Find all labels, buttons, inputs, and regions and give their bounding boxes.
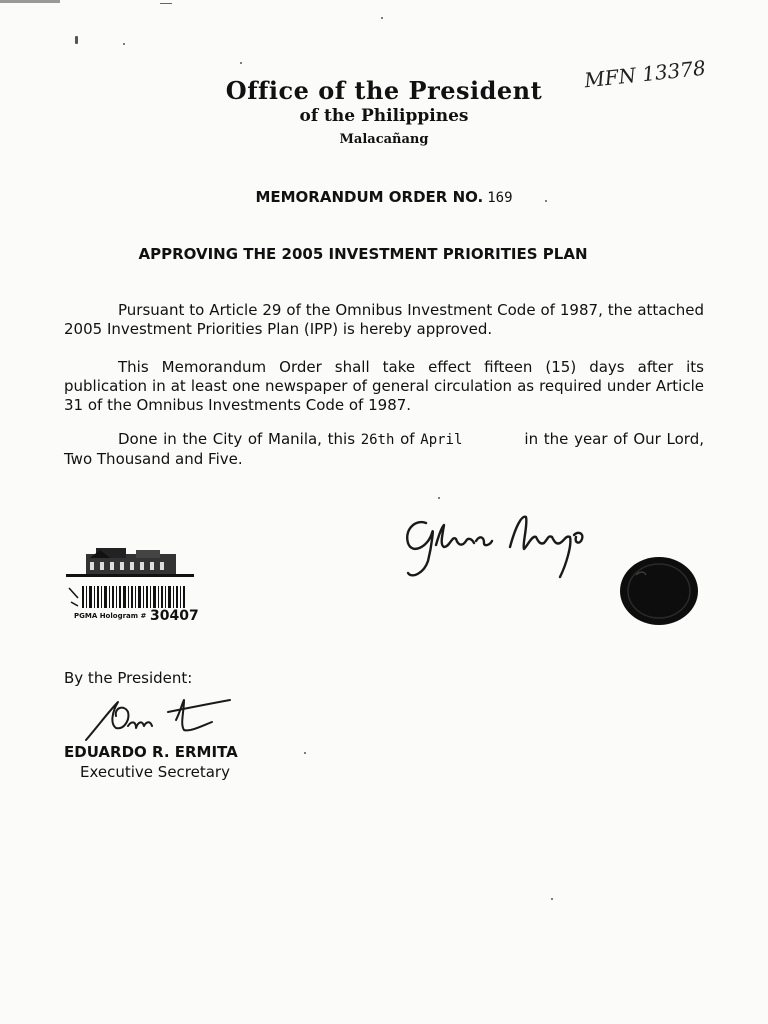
done-suffix: in the year of Our Lord, Two Thousand and Five. [64, 430, 704, 468]
done-day: 26th [360, 432, 395, 448]
letterhead-country: of the Philippines [299, 106, 469, 126]
scan-speck [123, 43, 125, 45]
letterhead-palace: Malacañang [339, 132, 429, 147]
signatory-title: Executive Secretary [80, 763, 230, 781]
handwritten-annotation: MFN 13378 [583, 55, 707, 93]
secretary-signature [84, 690, 234, 745]
scan-speck [304, 752, 306, 754]
memo-title-label: MEMORANDUM ORDER NO. [255, 188, 484, 206]
hologram-number: 30407 [150, 608, 199, 624]
done-paragraph [64, 430, 704, 469]
by-the-president: By the President: [64, 669, 193, 687]
scan-speck [240, 62, 242, 64]
body-paragraph [64, 301, 704, 339]
barcode [66, 584, 188, 610]
signatory-name: EDUARDO R. ERMITA [64, 743, 238, 761]
scan-edge-mark [160, 3, 172, 4]
paragraph-text: Pursuant to Article 29 of the Omnibus Investment Code of 1987, the attached 2005 Investment Priorities Plan (IPP) is hereby approved. [64, 301, 704, 338]
body-paragraph [64, 358, 704, 415]
palace-image [66, 544, 194, 580]
scan-speck [381, 17, 383, 19]
paragraph-text: This Memorandum Order shall take effect fifteen (15) days after its publication in at least one newspaper of general circulation as required under Article 31 of the Omnibus Investments Code of 1987. [64, 358, 704, 414]
scan-speck [551, 898, 553, 900]
memo-subject: APPROVING THE 2005 INVESTMENT PRIORITIES PLAN [138, 245, 588, 263]
hologram-label: PGMA Hologram # [74, 612, 147, 620]
president-signature [398, 505, 608, 585]
done-month: April [420, 432, 463, 448]
official-seal [618, 555, 700, 627]
scan-speck [75, 36, 78, 44]
scan-speck [438, 497, 440, 499]
memo-number: 169 [487, 190, 513, 206]
letterhead-office: Office of the President [225, 76, 543, 105]
memo-title [0, 188, 768, 206]
scan-edge-mark [0, 0, 60, 3]
done-of: of [400, 430, 415, 448]
done-prefix: Done in the City of Manila, this [118, 430, 356, 448]
